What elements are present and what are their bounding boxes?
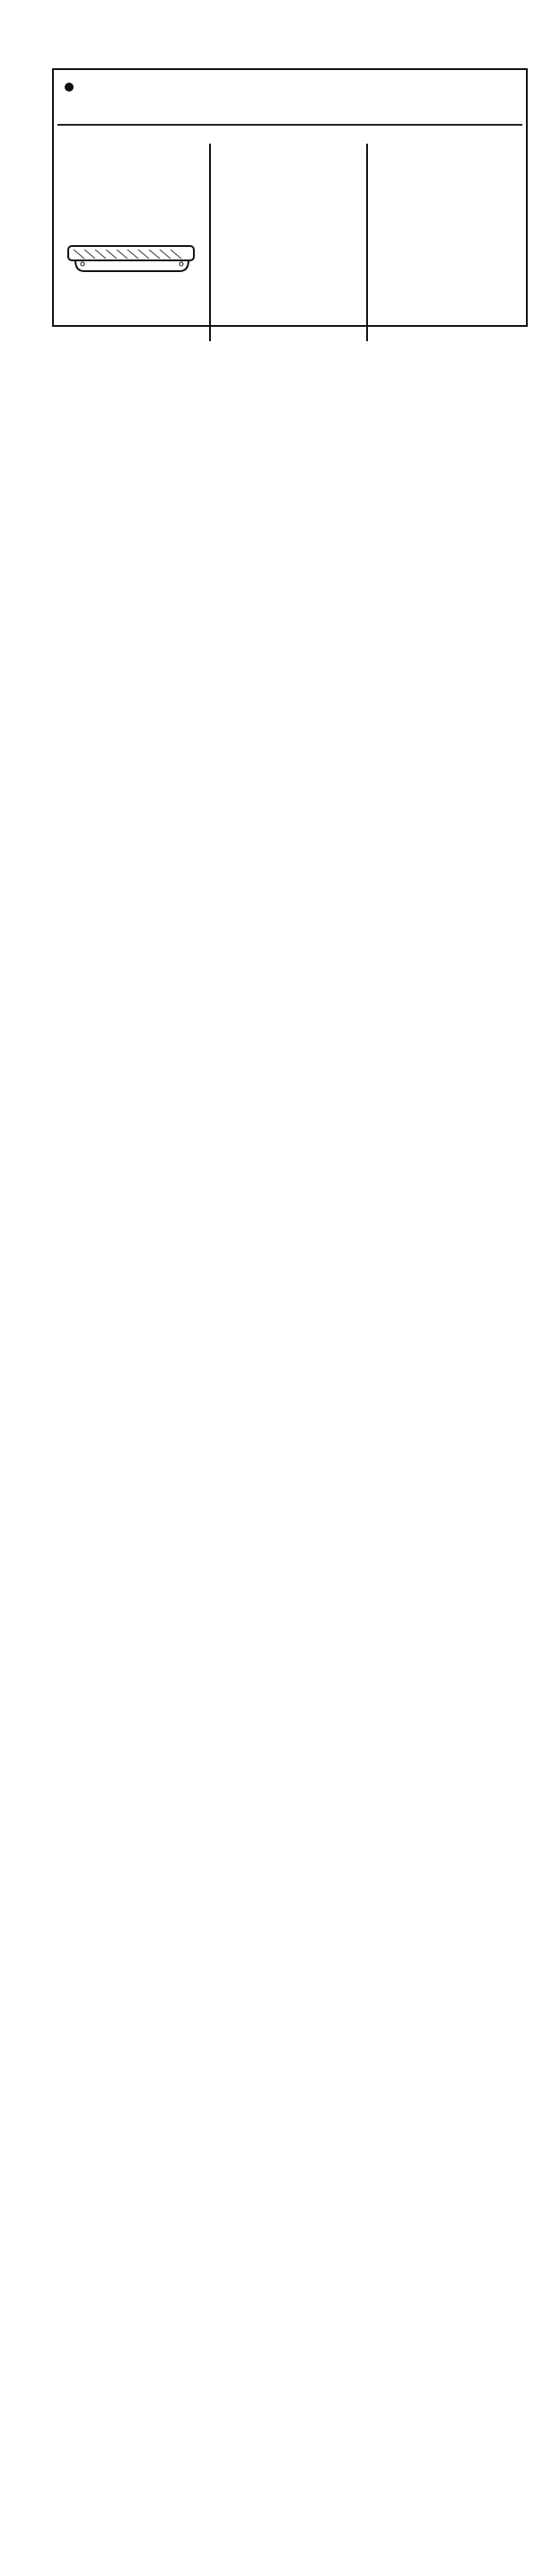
- column-divider: [209, 144, 211, 341]
- page1-border: [52, 68, 528, 327]
- column-divider: [366, 144, 368, 341]
- hacksaw-block-illustration: [66, 242, 197, 278]
